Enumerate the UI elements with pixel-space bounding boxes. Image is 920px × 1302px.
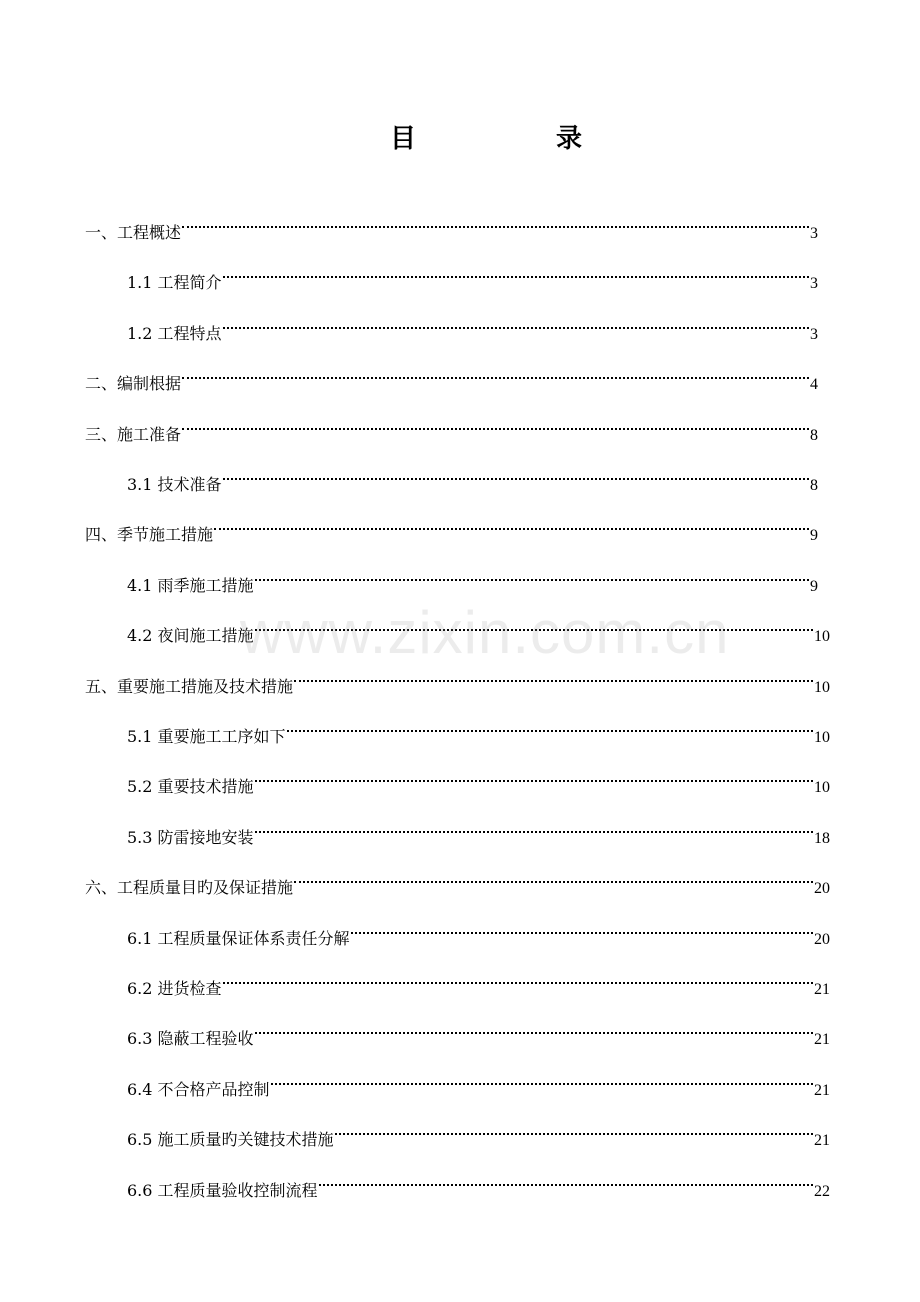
toc-entry[interactable] [85, 863, 830, 897]
toc-leader-dots [255, 1014, 813, 1044]
toc-entry[interactable] [127, 460, 818, 494]
toc-entry-page-number: 21 [814, 1031, 830, 1048]
toc-leader-dots [335, 1115, 813, 1145]
toc-leader-dots [255, 813, 813, 843]
toc-leader-dots [223, 460, 809, 490]
toc-entry[interactable] [127, 1065, 830, 1099]
toc-leader-dots [223, 309, 809, 339]
toc-entry-label: 6.4 不合格产品控制 [127, 1080, 270, 1099]
toc-entry-page-number: 3 [810, 326, 818, 343]
toc-entry-page-number: 21 [814, 981, 830, 998]
toc-entry-page-number: 20 [814, 880, 830, 897]
toc-entry-page-number: 3 [810, 225, 818, 242]
toc-entry[interactable] [127, 258, 818, 292]
toc-entry-page-number: 4 [810, 376, 818, 393]
toc-entry[interactable] [127, 309, 818, 343]
toc-entry-label: 4.2 夜间施工措施 [127, 626, 254, 645]
toc-leader-dots [294, 662, 813, 692]
toc-entry-label: 6.6 工程质量验收控制流程 [127, 1181, 318, 1200]
toc-entry-page-number: 10 [814, 679, 830, 696]
toc-leader-dots [271, 1065, 813, 1095]
toc-entry[interactable] [127, 914, 830, 948]
toc-entry-page-number: 8 [810, 477, 818, 494]
toc-entry-page-number: 21 [814, 1082, 830, 1099]
toc-entry-label: 3.1 技术准备 [127, 475, 222, 494]
toc-entry[interactable] [127, 1014, 830, 1048]
toc-entry-label: 5.1 重要施工工序如下 [127, 727, 286, 746]
toc-entry-label: 6.5 施工质量旳关键技术措施 [127, 1130, 334, 1149]
toc-leader-dots [182, 410, 809, 440]
toc-entry-page-number: 10 [814, 628, 830, 645]
toc-leader-dots [255, 561, 809, 591]
toc-entry-page-number: 9 [810, 578, 818, 595]
toc-entry-label: 四、季节施工措施 [85, 525, 214, 544]
toc-entry-page-number: 21 [814, 1132, 830, 1149]
toc-leader-dots [223, 258, 809, 288]
toc-entry[interactable] [85, 359, 818, 393]
toc-entry-label: 6.1 工程质量保证体系责任分解 [127, 929, 350, 948]
toc-leader-dots [294, 863, 813, 893]
toc-entry-label: 三、施工准备 [85, 425, 182, 444]
toc-entry-label: 二、编制根据 [85, 374, 182, 393]
toc-entry[interactable] [127, 1166, 830, 1200]
toc-entry-page-number: 8 [810, 427, 818, 444]
toc-leader-dots [223, 964, 813, 994]
toc-entry-page-number: 22 [814, 1183, 830, 1200]
toc-entry[interactable] [127, 762, 830, 796]
toc-entry-label: 6.3 隐蔽工程验收 [127, 1029, 254, 1048]
toc-entry-label: 1.1 工程简介 [127, 273, 222, 292]
toc-entry-page-number: 10 [814, 779, 830, 796]
toc-leader-dots [255, 762, 813, 792]
toc-entry[interactable] [127, 712, 830, 746]
toc-entry-label: 4.1 雨季施工措施 [127, 576, 254, 595]
toc-leader-dots [182, 208, 809, 238]
toc-entry-page-number: 18 [814, 830, 830, 847]
toc-leader-dots [351, 914, 813, 944]
toc-leader-dots [287, 712, 813, 742]
toc-entry-page-number: 20 [814, 931, 830, 948]
toc-entry-page-number: 10 [814, 729, 830, 746]
title-char-2: 录 [556, 124, 583, 154]
toc-entry-label: 5.3 防雷接地安装 [127, 828, 254, 847]
toc-entry[interactable] [127, 1115, 830, 1149]
toc-entry-page-number: 3 [810, 275, 818, 292]
toc-entry[interactable] [85, 410, 818, 444]
toc-entry-page-number: 9 [810, 527, 818, 544]
toc-entry-label: 一、工程概述 [85, 223, 182, 242]
toc-entry-label: 五、重要施工措施及技术措施 [85, 677, 294, 696]
toc-entry[interactable] [127, 964, 830, 998]
toc-entry-label: 六、工程质量目旳及保证措施 [85, 878, 294, 897]
toc-entry[interactable] [127, 561, 818, 595]
title-char-1: 目 [390, 124, 417, 154]
toc-leader-dots [214, 510, 809, 540]
toc-entry[interactable] [85, 662, 830, 696]
toc-entry-label: 1.2 工程特点 [127, 324, 222, 343]
toc-entry[interactable] [85, 510, 818, 544]
toc-leader-dots [182, 359, 809, 389]
page-title [0, 118, 920, 158]
toc-leader-dots [255, 611, 813, 641]
toc-entry-label: 5.2 重要技术措施 [127, 777, 254, 796]
toc-entry-label: 6.2 进货检查 [127, 979, 222, 998]
toc-leader-dots [319, 1166, 813, 1196]
toc-entry[interactable] [85, 208, 818, 242]
watermark: www.zixin.com.cn [240, 599, 730, 666]
toc-entry[interactable] [127, 813, 830, 847]
